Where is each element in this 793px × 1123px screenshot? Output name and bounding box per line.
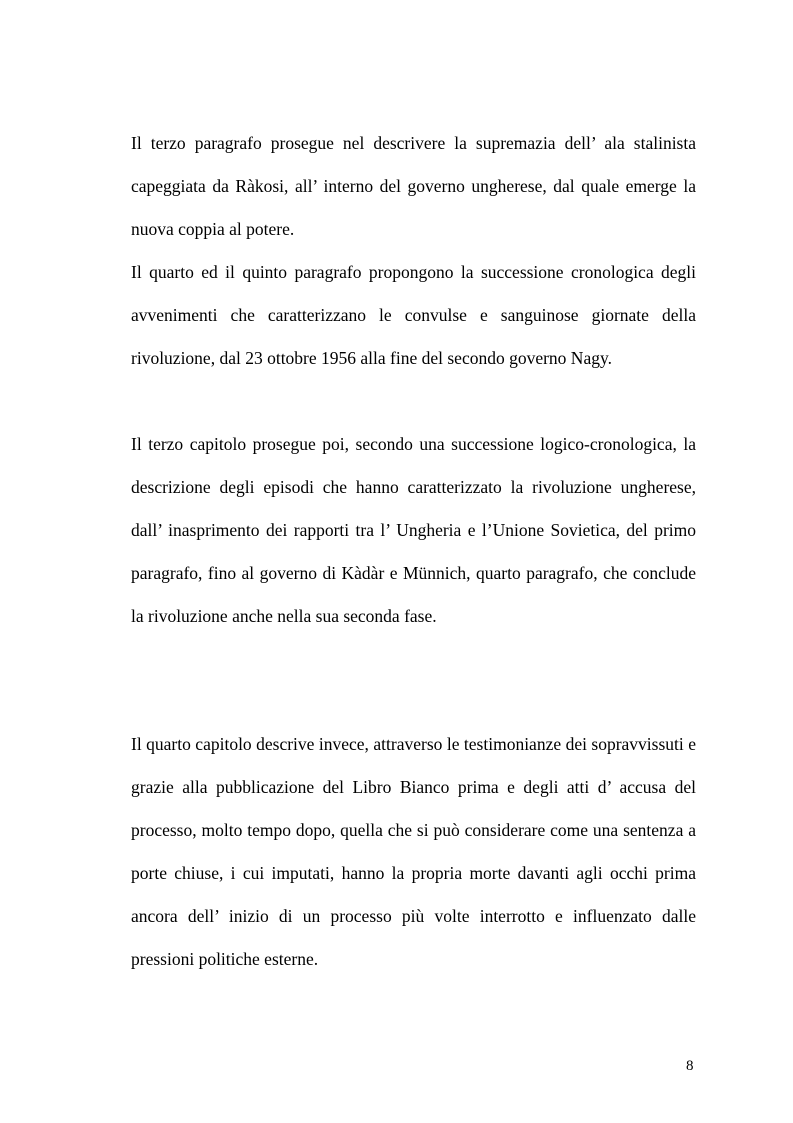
paragraph-1 — [131, 122, 696, 380]
paragraph-3: Il terzo capitolo prosegue poi, secondo una successione logico-cronologica, la descrizione degli episodi che hanno caratterizzato la rivoluzione ungherese, dall’ inasprimento dei rapporti tra l’ Ungheria e l’Unione Sovietica, del primo paragrafo, fino al governo di Kàdàr e Münnich, quarto paragrafo, che conclude la rivoluzione anche nella sua seconda fase. — [131, 434, 696, 626]
paragraph-1-text: Il terzo paragrafo prosegue nel descrivere la supremazia dell’ ala stalinista capeggiata da Ràkosi, all’ interno del governo ungherese, dal quale emerge la nuova coppia al potere. — [131, 133, 696, 239]
paragraph-4: Il quarto capitolo descrive invece, attraverso le testimonianze dei sopravvissuti e grazie alla pubblicazione del Libro Bianco prima e degli atti d’ accusa del processo, molto tempo dopo, quella che si può considerare come una sentenza a porte chiuse, i cui imputati, hanno la propria morte davanti agli occhi prima ancora dell’ inizio di un processo più volte interrotto e influenzato dalle pressioni politiche esterne. — [131, 734, 696, 969]
page-number: 8 — [686, 1058, 694, 1074]
paragraph-2-text: Il quarto ed il quinto paragrafo propongono la successione cronologica degli avvenimenti che caratterizzano le convulse e sanguinose giornate della rivoluzione, dal 23 ottobre 1956 alla fine del secondo governo Nagy. — [131, 262, 696, 368]
